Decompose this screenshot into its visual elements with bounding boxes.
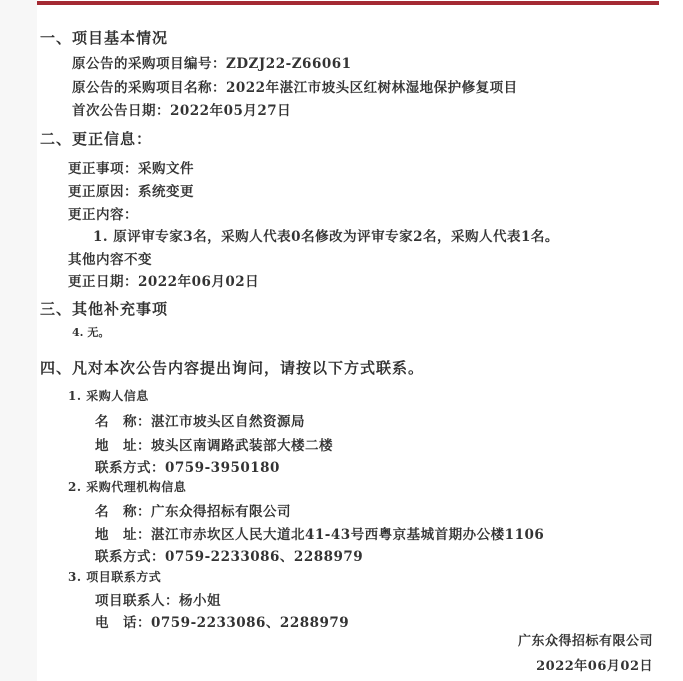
section-2-heading: 二、更正信息： (40, 130, 153, 148)
section-1-heading: 一、项目基本情况 (40, 29, 169, 47)
supplementary-note: 4. 无。 (72, 326, 110, 339)
purchaser-info-label: 1. 采购人信息 (68, 389, 149, 403)
purchaser-address: 地 址：坡头区南调路武装部大楼二楼 (95, 438, 333, 454)
original-project-number: 原公告的采购项目编号：ZDZJ22-Z66061 (72, 56, 352, 72)
project-contact-label: 3. 项目联系方式 (68, 570, 162, 584)
agency-info-label: 2. 采购代理机构信息 (68, 480, 187, 494)
correction-item: 更正事项：采购文件 (68, 161, 194, 177)
original-project-name: 原公告的采购项目名称：2022年湛江市坡头区红树林湿地保护修复项目 (72, 80, 518, 96)
correction-date: 更正日期：2022年06月02日 (68, 274, 260, 290)
project-contact-person: 项目联系人：杨小姐 (95, 593, 221, 609)
agency-address: 地 址：湛江市赤坎区人民大道北41-43号西粤京基城首期办公楼1106 (95, 527, 545, 543)
project-contact-phone: 电 话：0759-2233086、2288979 (95, 615, 350, 631)
agency-name: 名 称：广东众得招标有限公司 (95, 504, 291, 520)
page-left-margin (0, 0, 37, 681)
signature-date: 2022年06月02日 (536, 659, 653, 674)
correction-content-detail: 1. 原评审专家3名，采购人代表0名修改为评审专家2名，采购人代表1名。 (93, 229, 559, 245)
signature-company: 广东众得招标有限公司 (517, 634, 653, 649)
purchaser-contact: 联系方式：0759-3950180 (95, 460, 280, 476)
correction-reason: 更正原因：系统变更 (68, 184, 194, 200)
other-content-unchanged: 其他内容不变 (68, 252, 152, 268)
first-announcement-date: 首次公告日期：2022年05月27日 (72, 103, 292, 119)
correction-content-label: 更正内容： (68, 207, 138, 223)
section-3-heading: 三、其他补充事项 (40, 300, 169, 318)
agency-contact: 联系方式：0759-2233086、2288979 (95, 549, 364, 565)
purchaser-name: 名 称：湛江市坡头区自然资源局 (95, 414, 305, 430)
section-4-heading: 四、凡对本次公告内容提出询问，请按以下方式联系。 (40, 359, 425, 377)
top-red-rule (37, 1, 659, 5)
